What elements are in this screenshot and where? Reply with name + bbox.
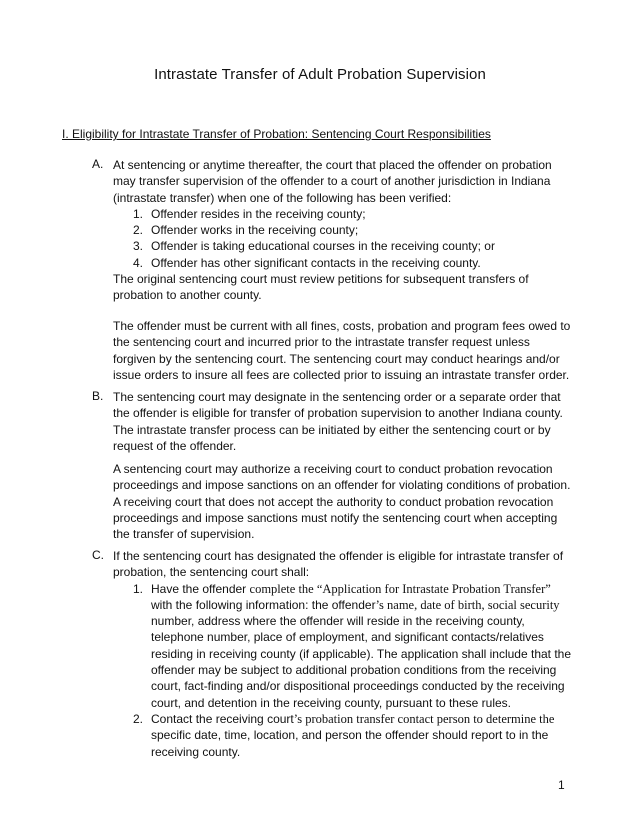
list-item-text: Offender resides in the receiving county; <box>151 206 366 221</box>
section-a-label: A. <box>92 157 104 171</box>
list-item-number: 2. <box>133 223 144 238</box>
section-a-paragraph-2: The original sentencing court must review petitions for subsequent transfers of probation to another county. <box>113 272 529 303</box>
list-item <box>133 238 575 254</box>
list-item-text-rest: specific date, time, location, and person the offender should report to in the receiving county. <box>151 728 549 759</box>
list-item-text-rest: number, address where the offender will reside in the receiving county, telephone number, place of employment, and significant contacts/relatives residing in receiving county (if applicable). The application shall include that the offender may be subject to additional probation conditions from the receiving court, fact-finding and/or dispositional proceedings conducted by the receiving court, and detention in the receiving county, pursuant to these rules. <box>151 614 572 710</box>
list-item-number: 4. <box>133 255 144 270</box>
section-c-label: C. <box>92 548 104 562</box>
section-c-body <box>113 548 575 760</box>
section-heading: I. Eligibility for Intrastate Transfer of Probation: Sentencing Court Responsibilities <box>62 127 491 141</box>
list-item-text-lead: Have the offender <box>151 581 250 596</box>
list-item <box>133 206 575 222</box>
list-item-number: 1. <box>133 206 144 221</box>
list-item-text-serif: complete the “Application for Intrastate Probation Transfer” <box>249 581 551 596</box>
section-a-list <box>133 206 575 271</box>
list-item-text-mid: with the following information: the offender <box>151 597 376 612</box>
section-c-intro: If the sentencing court has designated the offender is eligible for intrastate transfer of probation, the sentencing court shall: <box>113 549 564 580</box>
section-a-body <box>113 157 575 271</box>
list-item-text-serif-2: ’s name, date of birth, social security <box>375 597 560 612</box>
section-b-label: B. <box>92 389 104 403</box>
list-item-number: 3. <box>133 239 144 254</box>
list-item <box>133 581 575 711</box>
list-item <box>133 711 575 760</box>
page-number: 1 <box>558 778 565 792</box>
list-item <box>133 222 575 238</box>
section-a-intro: At sentencing or anytime thereafter, the court that placed the offender on probation may transfer supervision of the offender to a court of another jurisdiction in Indiana (intrastate transfer) when one of the following has been verified: <box>113 158 552 205</box>
list-item-number: 2. <box>133 711 144 726</box>
list-item-text: Offender has other significant contacts in the receiving county. <box>151 255 481 270</box>
section-b-paragraph-1: The sentencing court may designate in the sentencing order or a separate order that the offender is eligible for transfer of probation supervision to another Indiana county. The intrastate transfer process can be initiated by either the sentencing court or by request of the offender. <box>113 390 563 453</box>
section-b-paragraph-2: A sentencing court may authorize a receiving court to conduct probation revocation proceedings and impose sanctions on an offender for violating conditions of probation. A receiving court that does not accept the authority to conduct probation revocation proceedings and impose sanctions must notify the sentencing court when accepting the transfer of supervision. <box>113 462 571 542</box>
list-item-text-lead: Contact the receiving court <box>151 711 294 726</box>
list-item <box>133 255 575 271</box>
document-title: Intrastate Transfer of Adult Probation Supervision <box>154 66 486 83</box>
list-item-number: 1. <box>133 581 144 596</box>
list-item-text: Offender is taking educational courses in the receiving county; or <box>151 239 495 254</box>
list-item-text-serif: ’s probation transfer contact person to determine the <box>293 711 555 726</box>
section-c-list <box>133 581 575 760</box>
list-item-text: Offender works in the receiving county; <box>151 223 359 238</box>
section-a-paragraph-3: The offender must be current with all fines, costs, probation and program fees owed to the sentencing court and incurred prior to the intrastate transfer request unless forgiven by the sentencing court. The sentencing court may conduct hearings and/or issue orders to insure all fees are collected prior to issuing an intrastate transfer order. <box>113 319 571 382</box>
